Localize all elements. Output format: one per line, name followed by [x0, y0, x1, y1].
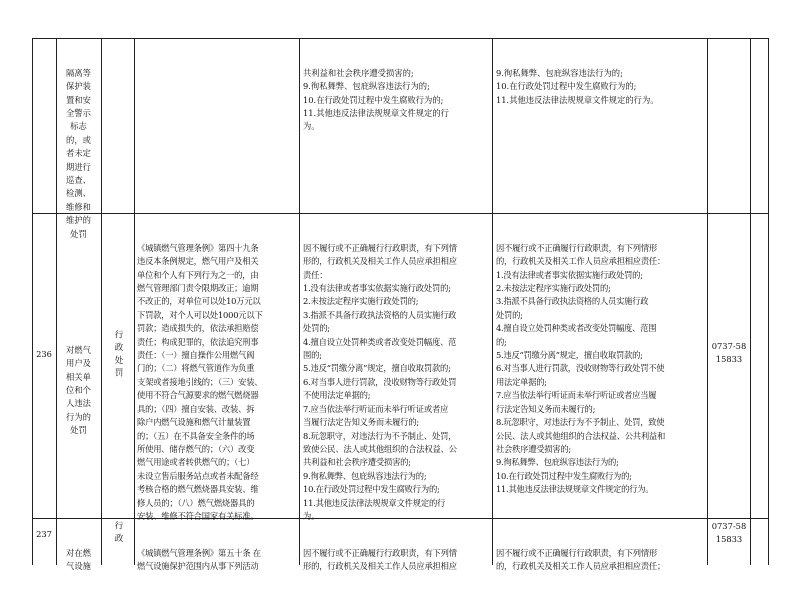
row236-phone: 0737-58 15833 — [711, 341, 747, 365]
row1-item-name: 隔离等 保护装 置和安 全警示 标志 的，或 者未定 期进行 巡查、 检测、 维修和 维护的 处罚 — [66, 67, 91, 239]
col-divider — [101, 38, 102, 565]
row236-legal-basis: 《城镇燃气管理条例》第四十九条 违反本条例规定，燃气用户及相关 单位和个人有下列行为之一的，由 燃气管理部门责令限期改正；逾期 不改正的，对单位可以处10万元以 下罚款，对个人可以处1000元以下 罚款；造成损失的，依法承担赔偿 责任；构成犯罪的，依法追究刑事 责任：（一）擅自操作公用燃气阀 门的；（二）将燃气管道作为负重 支架或者接地引线的；（三）安装、 使用不符合气源要求的燃气燃烧器 具的；（四）擅自安装、改装、拆 除户内燃气设施和燃气计量装置 的；（五）在不具备安全条件的场 所使用、储存燃气的；（六）改变 燃气用途或者转供燃气的；（七） 未设立售后服务站点或者未配备经 考核合格的燃气燃烧器具安装、维 修人员的；（八）燃气燃烧器具的 安装、维修不符合国家有关标准。 — [137, 242, 263, 521]
col-divider — [299, 38, 300, 565]
row237-category: 行政 — [113, 521, 123, 547]
row-number: 236 — [36, 349, 52, 359]
row237-phone: 0737-58 15833 — [711, 521, 747, 545]
row1-agency-duty: 9.徇私舞弊、包庇纵容违法行为的; 10.在行政处罚过程中发生腐败行为的; 11.其他违反法律法规规章文件规定的行为。 — [496, 67, 659, 105]
row-number: 237 — [36, 529, 52, 539]
row237-agency-duty: 因不履行或不正确履行行政职责，有下列情形 的，行政机关及相关工作人员应承担相应责任； — [496, 547, 665, 572]
row236-item-name: 对燃气 用户及 相关单 位和个 人违法 行为的 处罚 — [66, 344, 91, 436]
row237-legal-basis: 《城镇燃气管理条例》第五十条 在 燃气设施保护范围内从事下列活动 — [137, 547, 261, 572]
row236-government-duty: 因不履行或不正确履行行政职责，有下列情 形的，行政机关及相关工作人员应承担相应 责任： 1.没有法律或者事实依据实施行政处罚的; 2.未按法定程序实施行政处罚的; 3.指派不具备行政执法资格的人员实施行政 处罚的; 4.擅自设立处罚种类或者改变处罚幅度、范 围的; 5.违反“罚缴分离”规定，擅自收取罚款的; 6.对当事人进行罚款，没收财物等行政处罚 不使用法定单据的; 7.应当依法举行听证而未举行听证或者应 当履行法定告知义务而未履行的; 8.玩忽职守，对违法行为不予制止、处罚， 致使公民、法人或其他组织的合法权益、公 共利益和社会秩序遭受损害的; 9.徇私舞弊、包庇纵容违法行为的; 10.在行政处罚过程中发生腐败行为的; 11.其他违反法律法规规章文件规定的行 为。 — [303, 242, 457, 521]
row-divider — [32, 38, 769, 39]
col-divider — [707, 38, 708, 565]
col-divider — [492, 38, 493, 565]
row237-item-name: 对在燃 气设施 — [66, 547, 91, 572]
col-divider — [32, 38, 33, 565]
row236-agency-duty: 因不履行或不正确履行行政职责，有下列情形 的，行政机关及相关工作人员应承担相应责任： 1.没有法律或者事实依据实施行政处罚的; 2.未按法定程序实施行政处罚的; 3.指派不具备行政执法资格的人员实施行政 处罚的; 4.擅自设立处罚种类或者改变处罚幅度、范围 的; 5.违反“罚缴分离”规定，擅自收取罚款的; 6.对当事人进行罚款，没收财物等行政处罚不使 用法定单据的; 7.应当依法举行听证而未举行听证或者应当履 行法定告知义务而未履行的; 8.玩忽职守，对违法行为不予制止、处罚，致使 公民、法人或其他组织的合法权益、公共利益和 社会秩序遭受损害的; 9.徇私舞弊、包庇纵容违法行为的; 10.在行政处罚过程中发生腐败行为的; 11.其他违反法律法规规章文件规定的行为。 — [496, 242, 665, 495]
row1-government-duty: 共利益和社会秩序遭受损害的; 9.徇私舞弊、包庇纵容违法行为的; 10.在行政处罚过程中发生腐败行为的; 11.其他违反法律法规规章文件规定的行 为。 — [303, 67, 449, 132]
row236-category: 行政处罚 — [113, 330, 123, 381]
col-divider — [750, 38, 751, 565]
col-divider — [134, 38, 135, 565]
row237-government-duty: 因不履行或不正确履行行政职责，有下列情 形的，行政机关及相关工作人员应承担相应 — [303, 547, 457, 572]
row-divider — [32, 213, 769, 214]
col-divider — [768, 38, 769, 565]
